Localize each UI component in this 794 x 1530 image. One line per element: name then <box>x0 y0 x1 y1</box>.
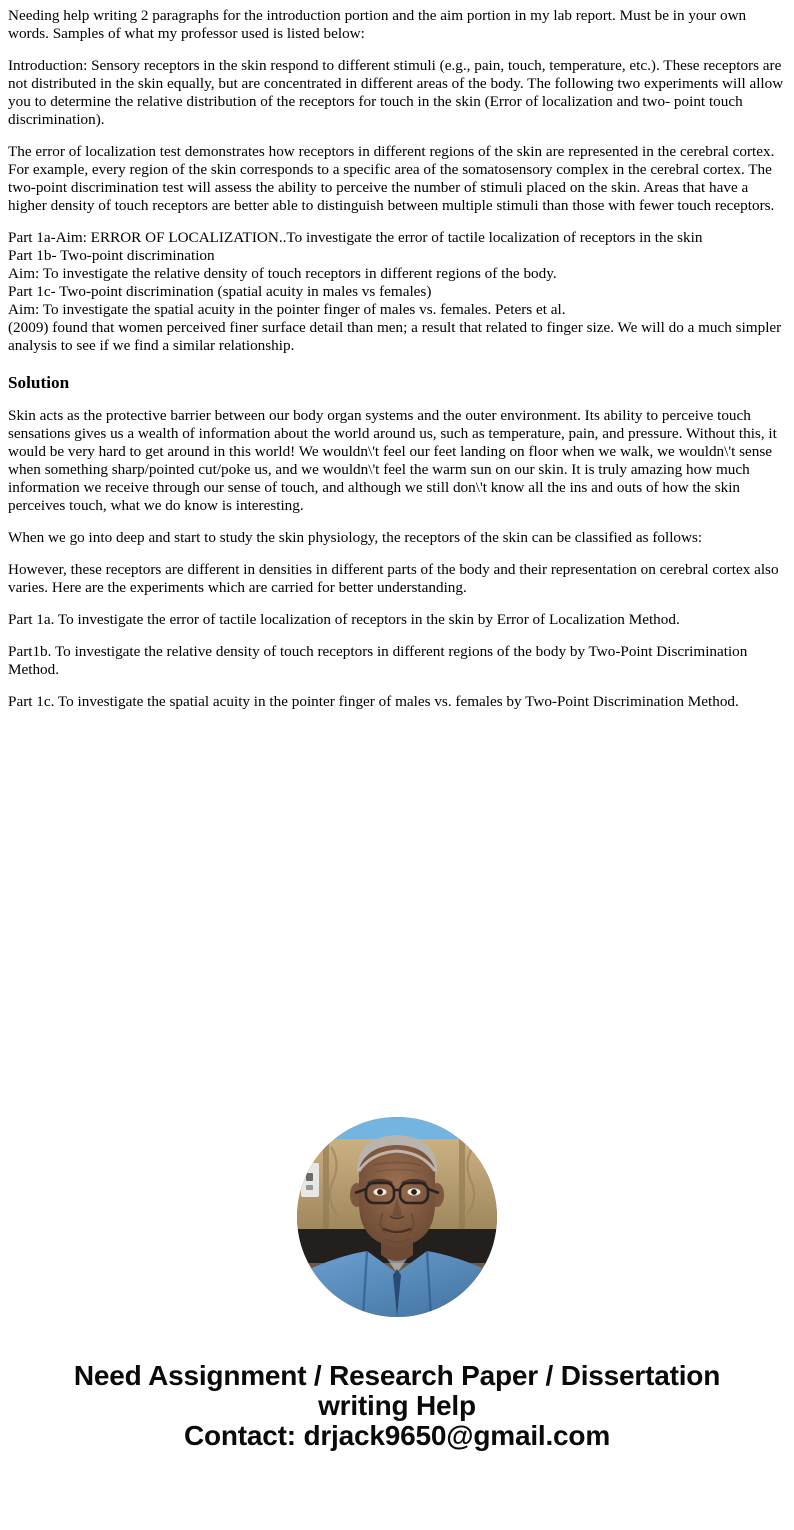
solution-paragraph: Skin acts as the protective barrier between our body organ systems and the outer environment. Its ability to perceive touch sensations gives us a wealth of information about the world around us, such as temperature, pain, and pressure. Without this, it would be very hard to get around in this world! We wouldn\'t feel our feet landing on floor when we walk, we wouldn\'t sense when something sharp/pointed cut/poke us, and we wouldn\'t feel the warm sun on our skin. It is truly amazing how much information we receive through our sense of touch, and although we still don\'t know all the ins and outs of how the skin perceives touch, what we do know is interesting. <box>8 407 777 514</box>
bottom-padding <box>8 1451 786 1477</box>
aim-line: Aim: To investigate the spatial acuity in the pointer finger of males vs. females. Peters et al. <box>8 301 566 318</box>
promo-line-1: Need Assignment / Research Paper / Dissertation <box>73 1360 721 1391</box>
question-paragraph: Needing help writing 2 paragraphs for the introduction portion and the aim portion in my lab report. Must be in your own words. Samples of what my professor used is listed below: <box>8 7 747 42</box>
promo-line-2: writing Help <box>318 1390 476 1421</box>
aim-line: Aim: To investigate the relative density of touch receptors in different regions of the body. <box>8 265 557 282</box>
solution-paragraph: However, these receptors are different in densities in different parts of the body and their representation on cerebral cortex also varies. Here are the experiments which are carried for better understanding. <box>8 561 779 596</box>
question-aims-block <box>8 229 786 355</box>
question-paragraph: The error of localization test demonstrates how receptors in different regions of the skin are represented in the cerebral cortex. For example, every region of the skin corresponds to a specific area of the somatosensory complex in the cerebral cortex. The two-point discrimination test will assess the ability to perceive the number of stimuli placed on the skin. Areas that have a higher density of touch receptors are better able to distinguish between multiple stimuli than those with fewer touch receptors. <box>8 143 775 214</box>
solution-heading: Solution <box>8 373 70 392</box>
content-gap-spacer <box>8 725 786 1117</box>
avatar-container <box>8 1117 786 1317</box>
aim-line: Part 1a-Aim: ERROR OF LOCALIZATION..To investigate the error of tactile localization of receptors in the skin <box>8 229 703 246</box>
aim-line: (2009) found that women perceived finer surface detail than men; a result that related to finger size. We will do a much simpler analysis to see if we find a similar relationship. <box>8 319 782 354</box>
avatar <box>297 1117 497 1317</box>
solution-paragraph: Part 1a. To investigate the error of tactile localization of receptors in the skin by Error of Localization Method. <box>8 611 680 628</box>
question-section <box>8 7 786 355</box>
solution-section <box>8 407 786 711</box>
document-page <box>0 7 794 1477</box>
solution-paragraph: Part 1c. To investigate the spatial acuity in the pointer finger of males vs. females by Two-Point Discrimination Method. <box>8 693 739 710</box>
question-paragraph: Introduction: Sensory receptors in the skin respond to different stimuli (e.g., pain, touch, temperature, etc.). These receptors are not distributed in the skin equally, but are concentrated in different areas of the body. The following two experiments will allow you to determine the relative distribution of the receptors for touch in the skin (Error of localization and two- point touch discrimination). <box>8 57 784 128</box>
solution-paragraph: Part1b. To investigate the relative density of touch receptors in different regions of the body by Two-Point Discrimination Method. <box>8 643 748 678</box>
promo-banner <box>8 1361 786 1451</box>
aim-line: Part 1b- Two-point discrimination <box>8 247 215 264</box>
promo-contact-line: Contact: drjack9650@gmail.com <box>183 1420 611 1451</box>
portrait-photo-icon <box>297 1117 497 1317</box>
solution-paragraph: When we go into deep and start to study the skin physiology, the receptors of the skin can be classified as follows: <box>8 529 703 546</box>
aim-line: Part 1c- Two-point discrimination (spatial acuity in males vs females) <box>8 283 432 300</box>
